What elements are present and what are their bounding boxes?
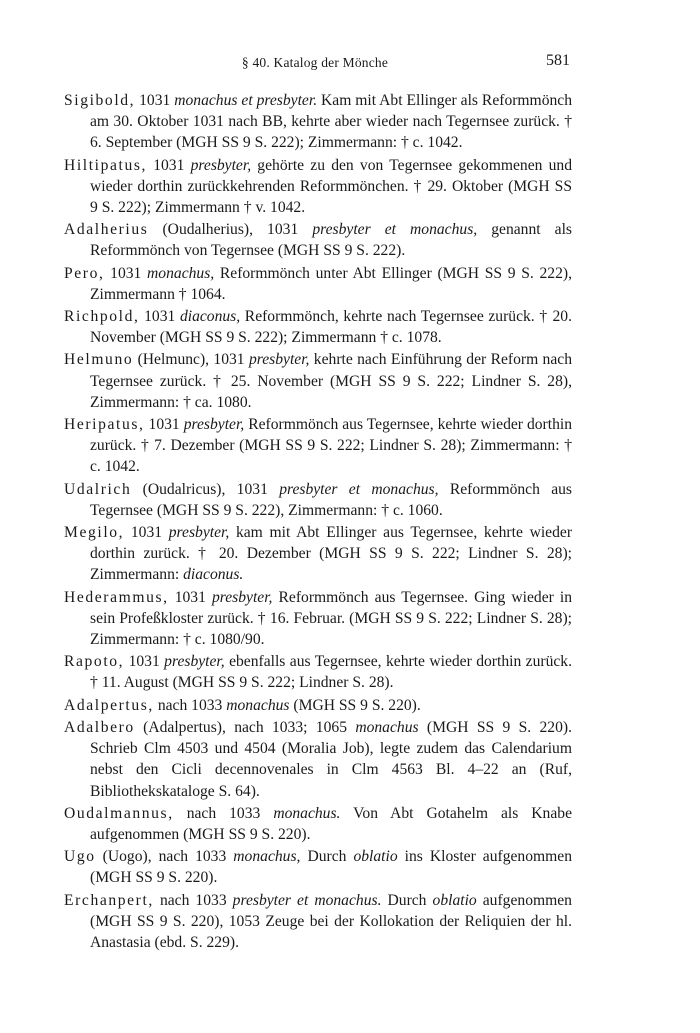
entry-name: Hiltipatus, [64, 156, 148, 174]
entry-name: Ugo [64, 848, 96, 866]
entry-latin-term: monachus [226, 696, 290, 714]
catalog-entry [64, 479, 572, 521]
entry-text: aufgenommen (MGH SS 9 S. 220), 1053 Zeuge bei der Kollokation der Reliquien der hl. Anastasia (ebd. S. 229). [90, 891, 572, 951]
entry-text: Durch [300, 848, 354, 866]
entry-latin-term: presbyter, [168, 524, 230, 542]
catalog-entry [64, 695, 572, 716]
catalog-entry [64, 90, 572, 154]
entry-name: Oudalmannus, [64, 804, 174, 822]
entry-name: Hederammus, [64, 588, 169, 606]
entry-text: 1031 [168, 588, 212, 606]
entry-latin-term: presbyter et monachus, [312, 221, 478, 239]
entry-latin-term: oblatio [353, 848, 398, 866]
running-head: § 40. Katalog der Mönche [241, 55, 389, 70]
entry-text: kam mit Abt Ellinger aus Tegernsee, kehrte wieder dorthin zurück. † 20. Dezember (MGH SS 9 S. 222; Lindner S. 28); Zimmermann: [90, 524, 573, 584]
entry-latin-term: presbyter, [164, 653, 225, 671]
entry-text: Von Abt Gotahelm als Knabe aufgenommen (MGH SS 9 S. 220). [90, 804, 572, 843]
catalog-entry [64, 651, 572, 693]
entry-text: ins Kloster aufgenommen (MGH SS 9 S. 220). [90, 848, 572, 887]
catalog-entry [64, 846, 572, 888]
entry-text: 1031 [135, 92, 175, 109]
entry-text: (Oudalricus), 1031 [131, 480, 280, 498]
entry-latin-term: monachus [355, 718, 419, 736]
entry-text: Kam mit Abt Ellinger als Reformmönch am 30. Oktober 1031 nach BB, kehrte aber wieder nach Tegernsee zurück. † 6. September (MGH SS 9 S. 222); Zimmermann: † c. 1042. [90, 92, 573, 152]
entry-name: Udalrich [64, 480, 132, 498]
entry-latin-term: monachus, [147, 264, 215, 282]
entry-name: Helmuno [64, 351, 134, 369]
entry-latin-term: presbyter, [190, 156, 252, 174]
entry-latin-term: oblatio [432, 891, 477, 909]
entry-name: Erchanpert, [64, 891, 154, 909]
entry-name: Megilo, [64, 524, 125, 542]
catalog-entry [64, 414, 572, 478]
entry-name: Adalbero [64, 718, 135, 736]
entry-text: (Uogo), nach 1033 [95, 848, 234, 866]
page-number: 581 [546, 52, 570, 69]
catalog-entry [64, 219, 572, 261]
entry-name: Pero, [64, 264, 105, 282]
entry-text: nach 1033 [153, 891, 233, 909]
entry-text: Reformmönch unter Abt Ellinger (MGH SS 9 S. 222), Zimmermann † 1064. [90, 264, 572, 303]
entry-latin-term: monachus. [273, 804, 341, 822]
page-header [60, 52, 570, 72]
catalog-entry [64, 522, 572, 586]
entry-text: nach 1033 [153, 696, 227, 714]
entry-latin-term: presbyter, [183, 416, 245, 434]
catalog-entry [64, 890, 572, 954]
entry-latin-term: presbyter, [248, 351, 310, 369]
entry-text: ebenfalls aus Tegernsee, kehrte wieder dorthin zurück. † 11. August (MGH SS 9 S. 222; Lindner S. 28). [90, 653, 572, 692]
entry-latin-term: presbyter et monachus, [279, 480, 439, 498]
entry-text: 1031 [104, 264, 148, 282]
entry-text: Reformmönch, kehrte nach Tegernsee zurück. † 20. November (MGH SS 9 S. 222); Zimmermann † c. 1078. [90, 308, 572, 347]
entry-latin-term: diaconus. [183, 566, 244, 584]
catalog-entry [64, 587, 572, 651]
entry-text: Reformmönch aus Tegernsee, kehrte wieder dorthin zurück. † 7. Dezember (MGH SS 9 S. 222; Lindner S. 28); Zimmermann: † c. 1042. [90, 416, 573, 476]
entry-text: kehrte nach Einführung der Reform nach Tegernsee zurück. † 25. November (MGH SS 9 S. 222; Lindner S. 28), Zimmermann: † ca. 1080. [90, 351, 572, 411]
catalog-entry [64, 803, 572, 845]
entry-latin-term: monachus et presbyter. [174, 92, 318, 109]
entry-text: Durch [381, 891, 433, 909]
monk-catalog-entries [64, 90, 572, 954]
entry-text: (Oudalherius), 1031 [148, 221, 313, 239]
entry-text: 1031 [124, 524, 169, 542]
catalog-entry [64, 306, 572, 348]
catalog-entry [64, 349, 572, 413]
entry-text: (Helmunc), 1031 [133, 351, 249, 369]
entry-text: 1031 [139, 308, 180, 326]
entry-latin-term: presbyter et monachus. [232, 891, 382, 909]
entry-name: Adalherius [64, 221, 149, 239]
entry-text: (MGH SS 9 S. 220). [289, 696, 421, 714]
catalog-entry [64, 263, 572, 305]
entry-text: gehörte zu den von Tegernsee gekommenen und wieder dorthin zurückkehrenden Reformmönchen. † 29. Oktober (MGH SS 9 S. 222); Zimmermann † v. 1042. [90, 156, 572, 217]
entry-name: Richpold, [64, 308, 140, 326]
entry-text: 1031 [147, 156, 191, 174]
entry-text: Reformmönch aus Tegernsee (MGH SS 9 S. 222), Zimmermann: † c. 1060. [90, 480, 572, 519]
entry-text: 1031 [124, 653, 165, 671]
entry-name: Rapoto, [64, 653, 125, 671]
entry-text: Reformmönch aus Tegernsee. Ging wieder in sein Profeßkloster zurück. † 16. Februar. (MGH SS 9 S. 222; Lindner S. 28); Zimmermann: † c. 1080/90. [90, 588, 573, 649]
entry-latin-term: presbyter, [211, 588, 273, 606]
entry-name: Adalpertus, [64, 696, 154, 714]
entry-text: 1031 [144, 416, 184, 434]
entry-name: Heripatus, [64, 416, 145, 434]
entry-latin-term: monachus, [233, 848, 301, 866]
catalog-entry [64, 155, 572, 219]
entry-latin-term: diaconus, [179, 308, 241, 326]
catalog-entry [64, 717, 572, 802]
entry-name: Sigibold, [64, 92, 136, 109]
entry-text: nach 1033 [173, 804, 274, 822]
entry-text: (MGH SS 9 S. 220). Schrieb Clm 4503 und 4504 (Moralia Job), legte zudem das Calendarium nebst den Cicli decennovenales in Clm 4563 Bl. 4–22 an (Ruf, Bibliothekskataloge S. 64). [90, 718, 572, 800]
entry-text: (Adalpertus), nach 1033; 1065 [134, 718, 356, 736]
entry-text: genannt als Reformmönch von Tegernsee (MGH SS 9 S. 222). [90, 221, 572, 260]
